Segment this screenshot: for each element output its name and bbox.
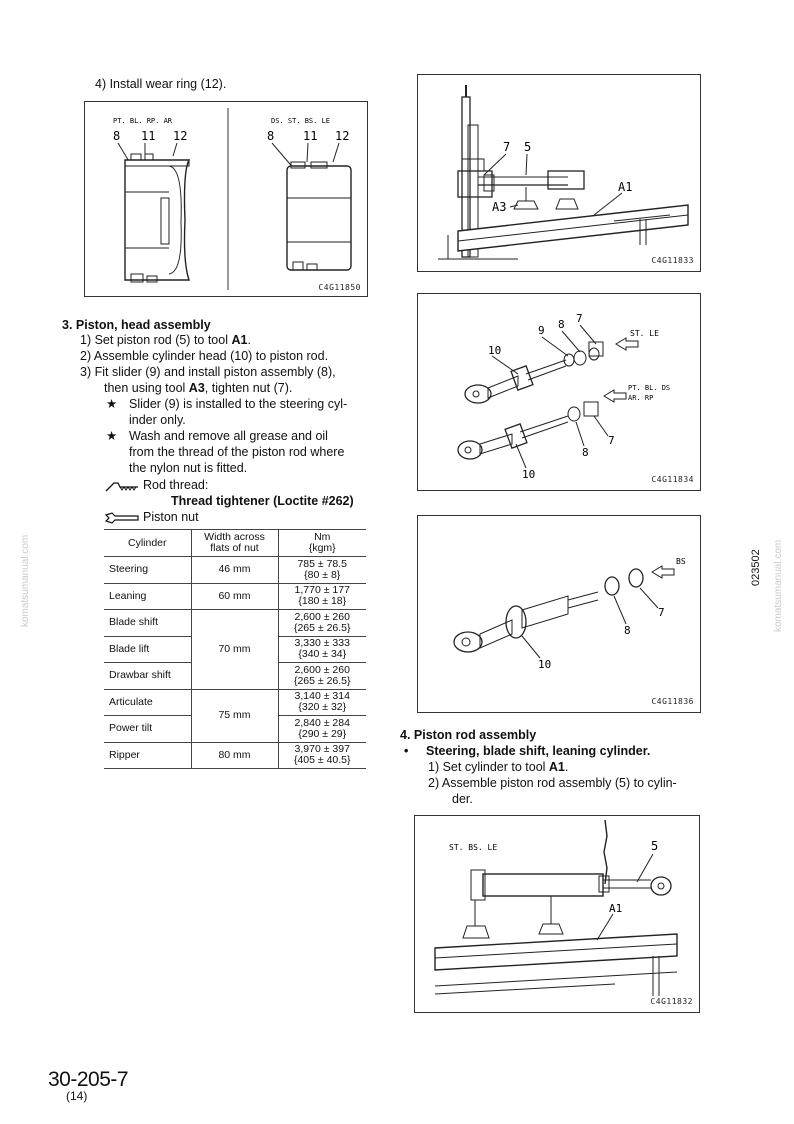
figure-cylinder-on-stand (417, 74, 701, 272)
cylinder-cell: Articulate (104, 689, 191, 716)
header-width: Width across flats of nut (191, 530, 278, 557)
rod-assembly-drawing (415, 816, 699, 1012)
bullet-icon: • (404, 744, 409, 758)
sec4-step2-line1: 2) Assemble piston rod assembly (5) to cylin- (428, 776, 677, 790)
cylinder-cell: Leaning (104, 583, 191, 610)
fig3-stle: ST. LE (630, 329, 659, 338)
piston-parts-drawing (418, 294, 700, 490)
fig5-label: ST. BS. LE (449, 843, 498, 852)
torque-cell: 2,600 ± 260 {265 ± 26.5} (278, 610, 366, 637)
figure-bs-assembly (417, 515, 701, 713)
sec4-step1: 1) Set cylinder to tool A1. (428, 760, 569, 774)
sec3-step2: 2) Assemble cylinder head (10) to piston rod. (80, 349, 329, 363)
fig4-num-8: 8 (624, 624, 631, 637)
section-3-title: 3. Piston, head assembly (62, 318, 211, 332)
note2-line2: from the thread of the piston rod where (129, 445, 345, 459)
header-cylinder: Cylinder (104, 530, 191, 557)
cylinder-cell: Drawbar shift (104, 663, 191, 690)
table-row (104, 610, 366, 637)
width-cell: 75 mm (191, 689, 278, 742)
width-cell: 60 mm (191, 583, 278, 610)
fig1-num-11-left: 11 (141, 129, 156, 143)
fig2-label-5: 5 (524, 140, 532, 154)
fig4-bs: BS (676, 557, 686, 566)
width-cell: 46 mm (191, 557, 278, 584)
page-sub-number: (14) (66, 1089, 88, 1103)
note1-line1: Slider (9) is installed to the steering cyl- (129, 397, 348, 411)
fig1-num-12-right: 12 (335, 129, 350, 143)
cylinder-stand-drawing (418, 75, 700, 271)
fig3-code: C4G11834 (651, 475, 694, 484)
torque-cell: 1,770 ± 177 {180 ± 18} (278, 583, 366, 610)
fig1-num-11-right: 11 (303, 129, 318, 143)
fig1-label-left: PT. BL. RP. AR (113, 117, 173, 125)
fig4-num-7: 7 (658, 606, 665, 619)
torque-cell: 785 ± 78.5 {80 ± 8} (278, 557, 366, 584)
header-nm: Nm {kgm} (278, 530, 366, 557)
fig2-label-7: 7 (503, 140, 511, 154)
sec4-step2-line2: der. (452, 792, 473, 806)
fig2-label-a1: A1 (618, 180, 633, 194)
fig3-num-7a: 7 (576, 312, 583, 325)
torque-cell: 2,600 ± 260 {265 ± 26.5} (278, 663, 366, 690)
thread-tightener-label: Thread tightener (Loctite #262) (171, 494, 354, 508)
table-header-row (104, 530, 366, 557)
rod-thread-label: Rod thread: (143, 478, 209, 492)
fig4-num-10: 10 (538, 658, 552, 671)
table-row (104, 583, 366, 610)
sec3-step3-line1: 3) Fit slider (9) and install piston assembly (8), (80, 365, 336, 379)
fig3-num-9: 9 (538, 324, 545, 337)
torque-cell: 3,140 ± 314 {320 ± 32} (278, 689, 366, 716)
star-icon: ★ (106, 429, 118, 443)
fig3-ptbl-line2: AR. RP (628, 394, 654, 402)
fig5-num-5: 5 (651, 839, 659, 853)
torque-table (104, 529, 366, 769)
cylinder-cell: Steering (104, 557, 191, 584)
watermark-left: komatsumanual.com (20, 534, 31, 627)
sec4-subtitle: Steering, blade shift, leaning cylinder. (426, 744, 651, 758)
figure-wear-ring (84, 101, 368, 297)
cylinder-cell: Ripper (104, 742, 191, 769)
table-row (104, 742, 366, 769)
fig1-num-8-right: 8 (267, 129, 275, 143)
fig3-num-10a: 10 (488, 344, 502, 357)
cylinder-cell: Power tilt (104, 716, 191, 743)
fig3-num-8b: 8 (582, 446, 589, 459)
section-4-title: 4. Piston rod assembly (400, 728, 537, 742)
fig4-code: C4G11836 (651, 697, 694, 706)
note1-line2: inder only. (129, 413, 186, 427)
wrench-icon (104, 511, 140, 525)
fig1-code: C4G11850 (318, 283, 361, 292)
fig1-label-right: DS. ST. BS. LE (271, 117, 331, 125)
fig2-label-a3: A3 (492, 200, 507, 214)
torque-cell: 2,840 ± 284 {290 ± 29} (278, 716, 366, 743)
torque-cell: 3,330 ± 333 {340 ± 34} (278, 636, 366, 663)
figure-rod-assembly (414, 815, 700, 1013)
cylinder-cell: Blade lift (104, 636, 191, 663)
sec3-step1: 1) Set piston rod (5) to tool A1. (80, 333, 251, 347)
step-install-wear-ring: 4) Install wear ring (12). (95, 77, 227, 91)
wear-ring-drawing (85, 102, 367, 296)
note2-line1: Wash and remove all grease and oil (129, 429, 328, 443)
width-cell: 70 mm (191, 610, 278, 690)
thread-sealant-icon (104, 479, 140, 493)
fig3-num-10b: 10 (522, 468, 536, 481)
fig1-num-8-left: 8 (113, 129, 121, 143)
page-number: 30-205-7 (48, 1068, 129, 1091)
fig5-code: C4G11832 (650, 997, 693, 1006)
fig2-code: C4G11833 (651, 256, 694, 265)
figure-piston-parts (417, 293, 701, 491)
fig3-ptbl-line1: PT. BL. DS (628, 384, 671, 392)
side-document-code: 023502 (750, 549, 762, 586)
bs-assembly-drawing (418, 516, 700, 712)
fig3-num-7b: 7 (608, 434, 615, 447)
note2-line3: the nylon nut is fitted. (129, 461, 248, 475)
width-cell: 80 mm (191, 742, 278, 769)
star-icon: ★ (106, 397, 118, 411)
sec3-step3-line2: then using tool A3, tighten nut (7). (104, 381, 293, 395)
torque-cell: 3,970 ± 397 {405 ± 40.5} (278, 742, 366, 769)
table-row (104, 689, 366, 716)
fig5-label-a1: A1 (609, 902, 623, 915)
fig1-num-12-left: 12 (173, 129, 188, 143)
table-row (104, 557, 366, 584)
piston-nut-label: Piston nut (143, 510, 199, 524)
cylinder-cell: Blade shift (104, 610, 191, 637)
watermark-right: komatsumanual.com (773, 539, 784, 632)
fig3-num-8a: 8 (558, 318, 565, 331)
